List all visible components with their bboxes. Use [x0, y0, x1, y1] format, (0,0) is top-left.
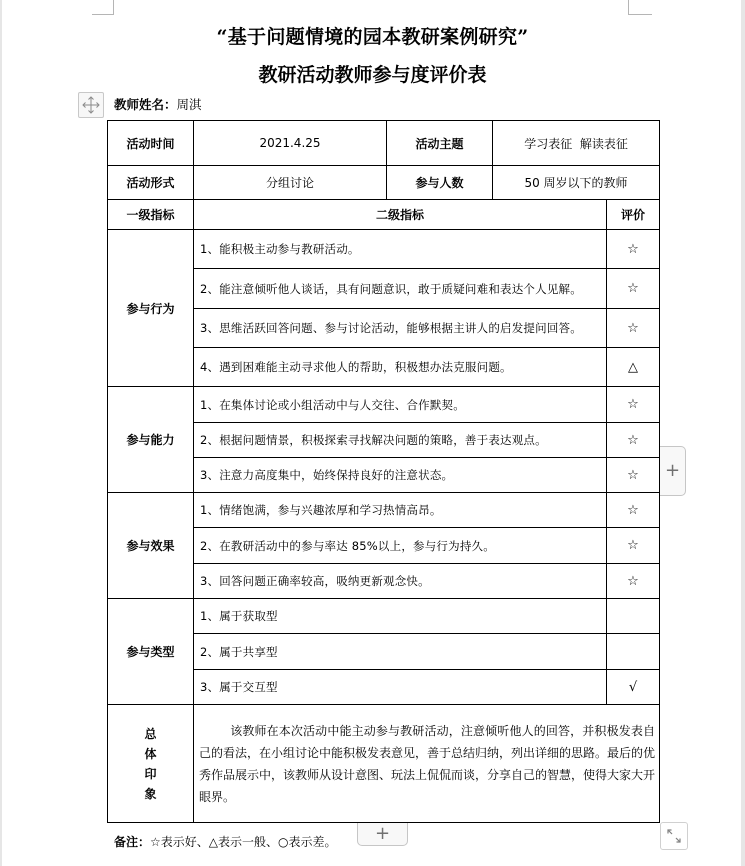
indicator-item[interactable]: 1、属于获取型: [194, 599, 607, 634]
header-row: [108, 200, 660, 230]
indicator-item[interactable]: 1、能积极主动参与教研活动。: [194, 230, 607, 269]
time-value[interactable]: 2021.4.25: [194, 121, 387, 166]
rating-cell[interactable]: ☆: [607, 230, 660, 269]
table-resize-button[interactable]: [660, 822, 688, 850]
category-participation-type: 参与类型: [108, 599, 194, 705]
indicator-item[interactable]: 2、属于共享型: [194, 634, 607, 670]
rating-cell[interactable]: [607, 634, 660, 670]
teacher-name-line: [114, 97, 202, 113]
table-row: [108, 387, 660, 423]
theme-value[interactable]: 学习表征 解读表征: [493, 121, 660, 166]
footnote: [114, 834, 336, 850]
rating-cell[interactable]: ☆: [607, 493, 660, 528]
table-row: [108, 230, 660, 269]
teacher-name-value[interactable]: 周淇: [176, 97, 202, 112]
footnote-label: 备注：: [114, 835, 151, 849]
summary-label-char: 印: [144, 766, 157, 781]
indicator-item[interactable]: 3、属于交互型: [194, 670, 607, 705]
info-row-time: [108, 121, 660, 166]
teacher-name-label: 教师姓名：: [114, 97, 177, 112]
people-label: 参与人数: [387, 166, 493, 200]
summary-row: [108, 705, 660, 823]
form-label: 活动形式: [108, 166, 194, 200]
summary-text-cell[interactable]: [194, 705, 660, 823]
evaluation-table: [107, 120, 660, 823]
table-move-handle[interactable]: [78, 92, 104, 118]
resize-diagonal-icon: [665, 827, 683, 845]
people-value[interactable]: 50 周岁以下的教师: [493, 166, 660, 200]
time-label: 活动时间: [108, 121, 194, 166]
rating-cell[interactable]: √: [607, 670, 660, 705]
indicator-item[interactable]: 4、遇到困难能主动寻求他人的帮助，积极想办法克服问题。: [194, 348, 607, 387]
document-title: “基于问题情境的园本教研案例研究”: [216, 26, 529, 48]
rating-cell[interactable]: ☆: [607, 564, 660, 599]
indicator-item[interactable]: 3、思维活跃回答问题、参与讨论活动，能够根据主讲人的启发提问回答。: [194, 309, 607, 348]
plus-icon: +: [374, 823, 391, 844]
category-participation-effect: 参与效果: [108, 493, 194, 599]
plus-icon: +: [664, 460, 681, 481]
summary-text: 该教师在本次活动中能主动参与教研活动，注意倾听他人的回答，并积极发表自己的看法，在小组讨论中能积极发表意见，善于总结归纳，列出详细的思路。最后的优秀作品展示中，该教师从设计意图、玩法上侃侃而谈，分享自己的智慧，使得大家大开眼界。: [199, 723, 656, 804]
summary-label-char: 总: [144, 726, 157, 741]
summary-label-char: 体: [144, 746, 157, 761]
rating-cell[interactable]: ☆: [607, 528, 660, 564]
rating-cell[interactable]: ☆: [607, 387, 660, 423]
form-value[interactable]: 分组讨论: [194, 166, 387, 200]
page-gutter-right: [741, 0, 745, 866]
summary-label: [108, 705, 194, 823]
category-participation-ability: 参与能力: [108, 387, 194, 493]
indicator-item[interactable]: 3、注意力高度集中，始终保持良好的注意状态。: [194, 458, 607, 493]
rating-cell[interactable]: △: [607, 348, 660, 387]
rating-cell[interactable]: ☆: [607, 423, 660, 458]
table-row: [108, 493, 660, 528]
indicator-item[interactable]: 3、回答问题正确率较高，吸纳更新观念快。: [194, 564, 607, 599]
move-arrows-icon: [81, 95, 101, 115]
indicator-item[interactable]: 1、情绪饱满，参与兴趣浓厚和学习热情高昂。: [194, 493, 607, 528]
indicator-item[interactable]: 2、根据问题情景，积极探索寻找解决问题的策略，善于表达观点。: [194, 423, 607, 458]
rating-cell[interactable]: ☆: [607, 458, 660, 493]
category-participation-behavior: 参与行为: [108, 230, 194, 387]
rating-cell[interactable]: ☆: [607, 269, 660, 309]
add-column-button[interactable]: [660, 446, 686, 496]
header-rating: 评价: [607, 200, 660, 230]
indicator-item[interactable]: 1、在集体讨论或小组活动中与人交往、合作默契。: [194, 387, 607, 423]
indicator-item[interactable]: 2、在教研活动中的参与率达 85%以上，参与行为持久。: [194, 528, 607, 564]
header-level1: 一级指标: [108, 200, 194, 230]
page-gutter-left: [0, 0, 2, 866]
footnote-text: ☆表示好、△表示一般、○表示差。: [150, 835, 337, 849]
indicator-item[interactable]: 2、能注意倾听他人谈话，具有问题意识，敢于质疑问难和表达个人见解。: [194, 269, 607, 309]
table-row: [108, 599, 660, 634]
rating-cell[interactable]: [607, 599, 660, 634]
document-subtitle: 教研活动教师参与度评价表: [258, 64, 487, 86]
info-row-form: [108, 166, 660, 200]
header-level2: 二级指标: [194, 200, 607, 230]
margin-corner-mark-left: [92, 0, 114, 15]
margin-corner-mark-right: [628, 0, 652, 15]
add-row-button[interactable]: [357, 823, 408, 846]
rating-cell[interactable]: ☆: [607, 309, 660, 348]
summary-label-char: 象: [144, 786, 157, 801]
theme-label: 活动主题: [387, 121, 493, 166]
